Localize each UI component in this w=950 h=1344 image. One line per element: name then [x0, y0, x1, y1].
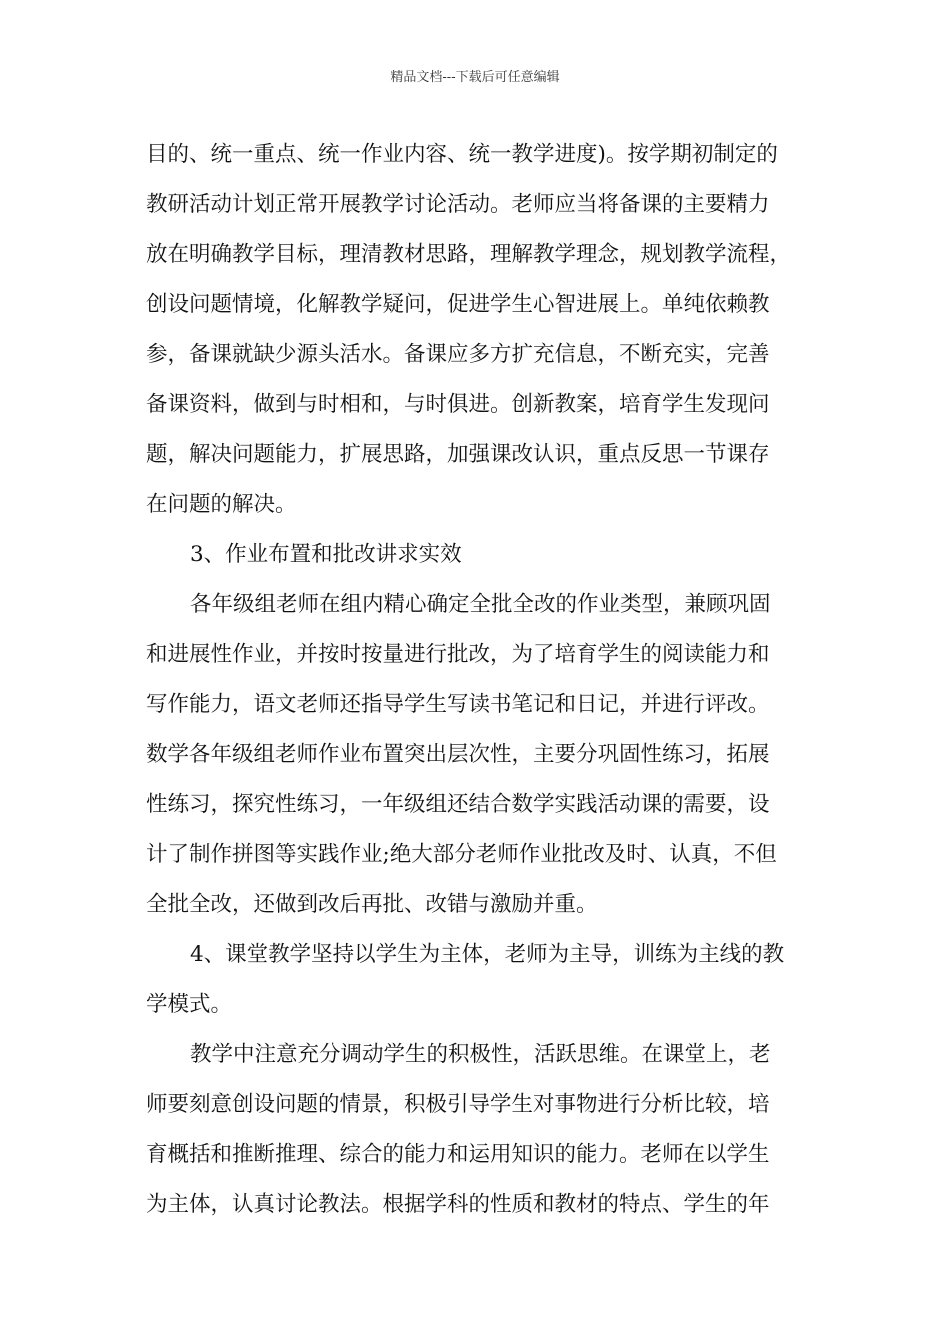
text-line: 教研活动计划正常开展教学讨论活动。老师应当将备课的主要精力 [146, 192, 770, 217]
text-line: 性练习，探究性练习，一年级组还结合数学实践活动课的需要，设 [146, 792, 770, 817]
text-line: 目的、统一重点、统一作业内容、统一教学进度)。按学期初制定的 [146, 142, 778, 167]
text-line: 数学各年级组老师作业布置突出层次性，主要分巩固性练习，拓展 [146, 742, 770, 767]
text-line: 计了制作拼图等实践作业;绝大部分老师作业批改及时、认真，不但 [146, 842, 777, 867]
text-line: 各年级组老师在组内精心确定全批全改的作业类型，兼顾巩固 [190, 592, 771, 617]
text-line: 教学中注意充分调动学生的积极性，活跃思维。在课堂上，老 [190, 1042, 771, 1067]
text-line: 育概括和推断推理、综合的能力和运用知识的能力。老师在以学生 [146, 1142, 770, 1167]
text-line: 参，备课就缺少源头活水。备课应多方扩充信息，不断充实，完善 [146, 342, 770, 367]
page-header: 精品文档---下载后可任意编辑 [390, 70, 560, 85]
text-line: 创设问题情境，化解教学疑问，促进学生心智进展上。单纯依赖教 [146, 292, 770, 317]
text-line: 和进展性作业，并按时按量进行批改，为了培育学生的阅读能力和 [146, 642, 770, 667]
text-line: 题，解决问题能力，扩展思路，加强课改认识，重点反思一节课存 [146, 442, 770, 467]
text-line: 4、课堂教学坚持以学生为主体，老师为主导，训练为主线的教 [190, 942, 785, 967]
text-line: 师要刻意创设问题的情景，积极引导学生对事物进行分析比较，培 [146, 1092, 770, 1117]
document-body [146, 130, 818, 1230]
text-line: 为主体，认真讨论教法。根据学科的性质和教材的特点、学生的年 [146, 1192, 770, 1217]
text-line: 放在明确教学目标，理清教材思路，理解教学理念，规划教学流程， [146, 242, 792, 267]
text-line: 学模式。 [146, 992, 233, 1017]
text-line: 备课资料，做到与时相和，与时俱进。创新教案，培育学生发现问 [146, 392, 770, 417]
text-line: 3、作业布置和批改讲求实效 [190, 542, 462, 567]
text-line: 全批全改，还做到改后再批、改错与激励并重。 [146, 892, 598, 917]
text-line: 在问题的解决。 [146, 492, 297, 517]
text-line: 写作能力，语文老师还指导学生写读书笔记和日记，并进行评改。 [146, 692, 770, 717]
